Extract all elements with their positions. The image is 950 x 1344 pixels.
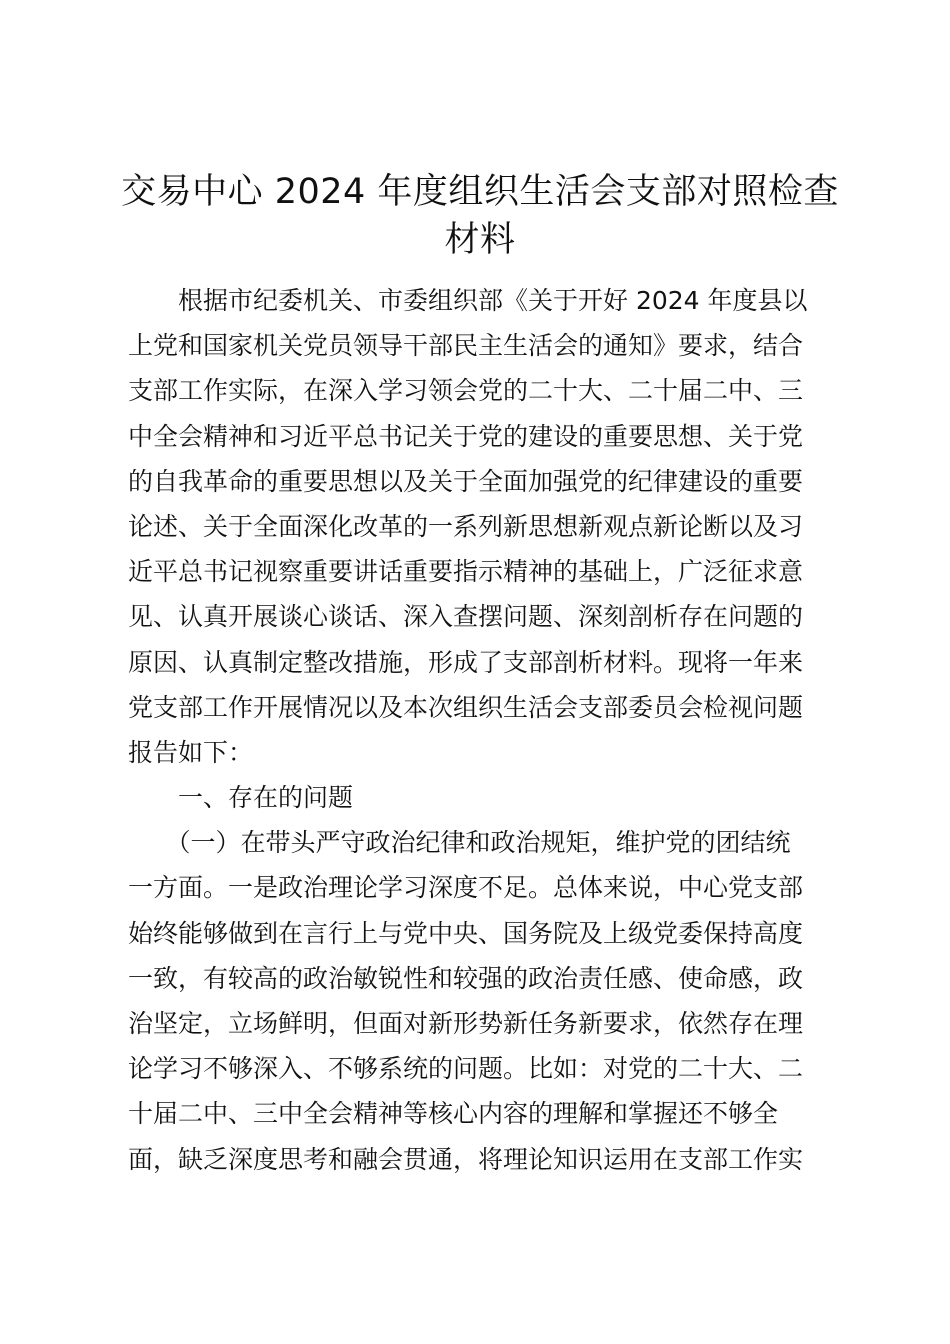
body-line: 一方面。一是政治理论学习深度不足。总体来说，中心党支部 bbox=[128, 873, 804, 903]
body-line: 党支部工作开展情况以及本次组织生活会支部委员会检视问题 bbox=[128, 692, 804, 722]
body-line: 根据市纪委机关、市委组织部《关于开好 2024 年度县以 bbox=[128, 286, 808, 315]
body-line: （一）在带头严守政治纪律和政治规矩，维护党的团结统 bbox=[128, 828, 791, 858]
document-title bbox=[110, 168, 850, 264]
title-line-1: 交易中心 2024 年度组织生活会支部对照检查 bbox=[121, 172, 839, 212]
body-line: 支部工作实际，在深入学习领会党的二十大、二十届二中、三 bbox=[128, 376, 804, 406]
document-body bbox=[128, 278, 828, 1182]
body-line: 上党和国家机关党员领导干部民主生活会的通知》要求，结合 bbox=[128, 331, 804, 361]
body-line: 中全会精神和习近平总书记关于党的建设的重要思想、关于党 bbox=[128, 421, 804, 451]
body-line: 论学习不够深入、不够系统的问题。比如：对党的二十大、二 bbox=[128, 1054, 804, 1084]
body-line: 原因、认真制定整改措施，形成了支部剖析材料。现将一年来 bbox=[128, 647, 804, 677]
body-line: 始终能够做到在言行上与党中央、国务院及上级党委保持高度 bbox=[128, 918, 804, 948]
body-line: 近平总书记视察重要讲话重要指示精神的基础上，广泛征求意 bbox=[128, 557, 804, 587]
body-line: 十届二中、三中全会精神等核心内容的理解和掌握还不够全 bbox=[128, 1099, 779, 1129]
body-line: 面，缺乏深度思考和融会贯通，将理论知识运用在支部工作实 bbox=[128, 1144, 804, 1174]
body-line: 报告如下： bbox=[128, 737, 254, 767]
body-line: 治坚定，立场鲜明，但面对新形势新任务新要求，依然存在理 bbox=[128, 1009, 804, 1038]
title-line-2: 材料 bbox=[444, 220, 516, 260]
body-line: 见、认真开展谈心谈话、深入查摆问题、深刻剖析存在问题的 bbox=[128, 602, 804, 632]
body-line: 的自我革命的重要思想以及关于全面加强党的纪律建设的重要 bbox=[128, 466, 804, 496]
body-line: 一致，有较高的政治敏锐性和较强的政治责任感、使命感，政 bbox=[128, 963, 804, 993]
body-line: 论述、关于全面深化改革的一系列新思想新观点新论断以及习 bbox=[128, 511, 804, 541]
section-heading: 一、存在的问题 bbox=[128, 783, 354, 813]
